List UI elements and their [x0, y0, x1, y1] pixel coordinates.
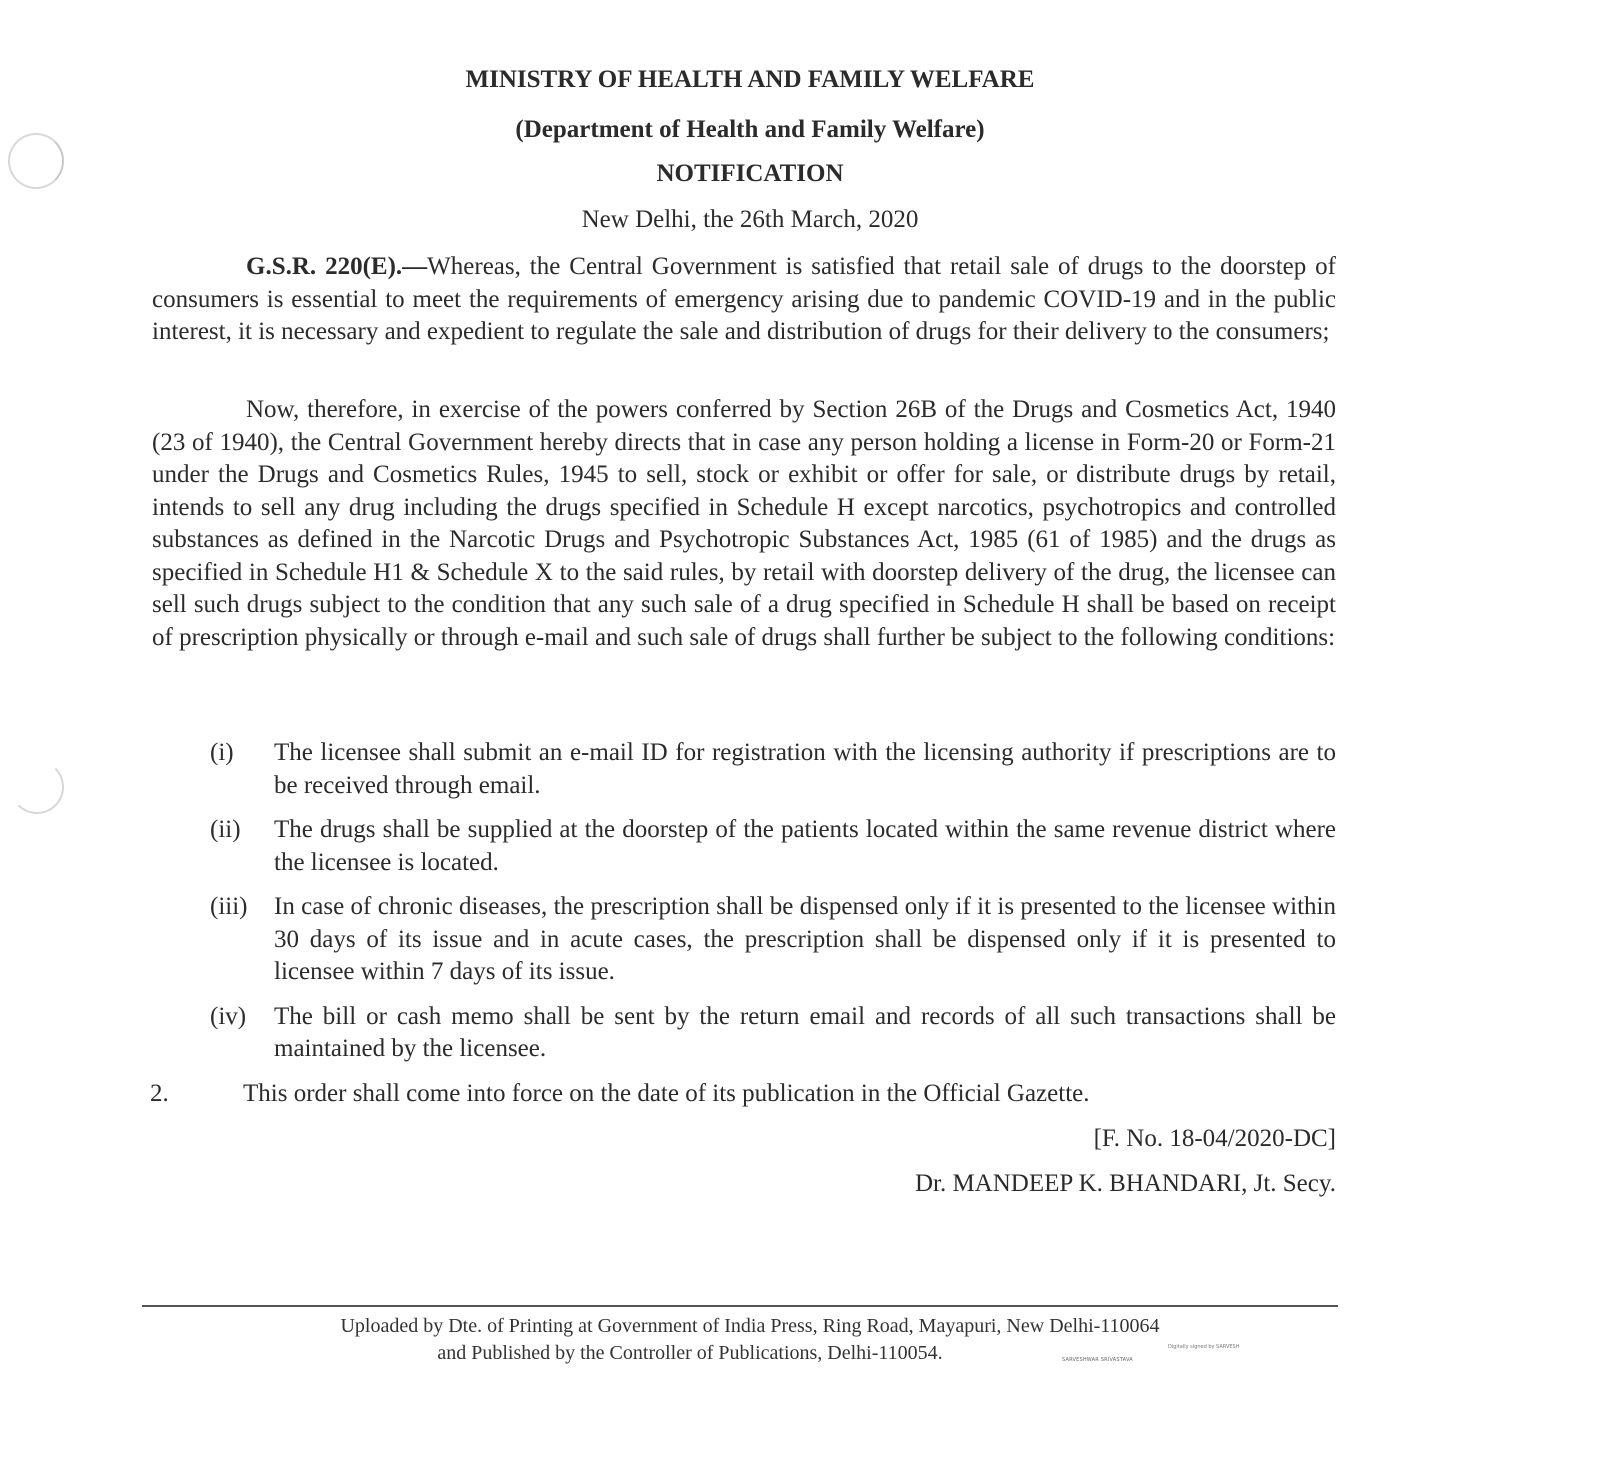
department-title: (Department of Health and Family Welfare) — [515, 116, 985, 143]
condition-text: The licensee shall submit an e-mail ID for registration with the licensing authority if prescriptions are to be received through email. — [274, 739, 1336, 799]
file-number: [F. No. 18-04/2020-DC] — [1093, 1125, 1336, 1152]
condition-number: (ii) — [210, 816, 241, 843]
condition-number: (iii) — [210, 893, 248, 920]
dateline: New Delhi, the 26th March, 2020 — [581, 206, 919, 233]
digital-signature-stamp: Digitally signed by SARVESH — [1168, 1344, 1240, 1350]
clause-text: This order shall come into force on the date of its publication in the Official Gazette. — [243, 1080, 1090, 1107]
operative-paragraph: Now, therefore, in exercise of the powers conferred by Section 26B of the Drugs and Cosmetics Act, 1940 (23 of 1940), the Central Government hereby directs that in case any person holding a license in Form-20 or Form-21 under the Drugs and Cosmetics Rules, 1945 to sell, stock or exhibit or offer for sale, or distribute drugs by retail, intends to sell any drug including the drugs specified in Schedule H except narcotics, psychotropics and controlled substances as defined in the Narcotic Drugs and Psychotropic Substances Act, 1985 (61 of 1985) and the drugs as specified in Schedule H1 & Schedule X to the said rules, by retail with doorstep delivery of the drug, the licensee can sell such drugs subject to the condition that any such sale of a drug specified in Schedule H shall be based on receipt of prescription physically or through e-mail and such sale of drugs shall further be subject to the following conditions: — [152, 396, 1336, 651]
condition-item — [210, 1001, 1336, 1066]
preamble-text: Whereas, the Central Government is satisfied that retail sale of drugs to the doorstep of consumers is essential to meet the requirements of emergency arising due to pandemic COVID-19 and in the public interest, it is necessary and expedient to regulate the sale and distribution of drugs for their delivery to the consumers; — [152, 253, 1337, 345]
condition-item — [210, 814, 1336, 879]
condition-number: (i) — [210, 739, 234, 766]
punch-hole-mark — [10, 760, 64, 814]
gsr-reference: G.S.R. 220(E).— — [246, 253, 428, 280]
notification-title: NOTIFICATION — [656, 160, 844, 187]
ministry-title: MINISTRY OF HEALTH AND FAMILY WELFARE — [465, 66, 1035, 93]
footer-line-2: and Published by the Controller of Publications, Delhi-110054. — [437, 1342, 943, 1364]
condition-text: The drugs shall be supplied at the doorstep of the patients located within the same revenue district where the licensee is located. — [274, 816, 1336, 876]
condition-number: (iv) — [210, 1002, 247, 1030]
conditions-list — [210, 737, 1336, 1078]
condition-item — [210, 891, 1336, 989]
clause-number: 2. — [150, 1080, 169, 1107]
footer-line-1: Uploaded by Dte. of Printing at Government of India Press, Ring Road, Mayapuri, New Delhi-110064 — [340, 1315, 1160, 1337]
condition-item — [210, 737, 1336, 802]
condition-text: In case of chronic diseases, the prescription shall be dispensed only if it is presented to the licensee within 30 days of its issue and in acute cases, the prescription shall be dispensed only if it is presented to licensee within 7 days of its issue. — [274, 893, 1336, 985]
signatory: Dr. MANDEEP K. BHANDARI, Jt. Secy. — [914, 1170, 1336, 1197]
footer-divider — [142, 1305, 1338, 1307]
digital-signer-name: SARVESHWAR SRIVASTAVA — [1062, 1357, 1133, 1363]
condition-text: The bill or cash memo shall be sent by the return email and records of all such transactions shall be maintained by the licensee. — [274, 1002, 1336, 1062]
preamble-paragraph — [152, 251, 1336, 349]
